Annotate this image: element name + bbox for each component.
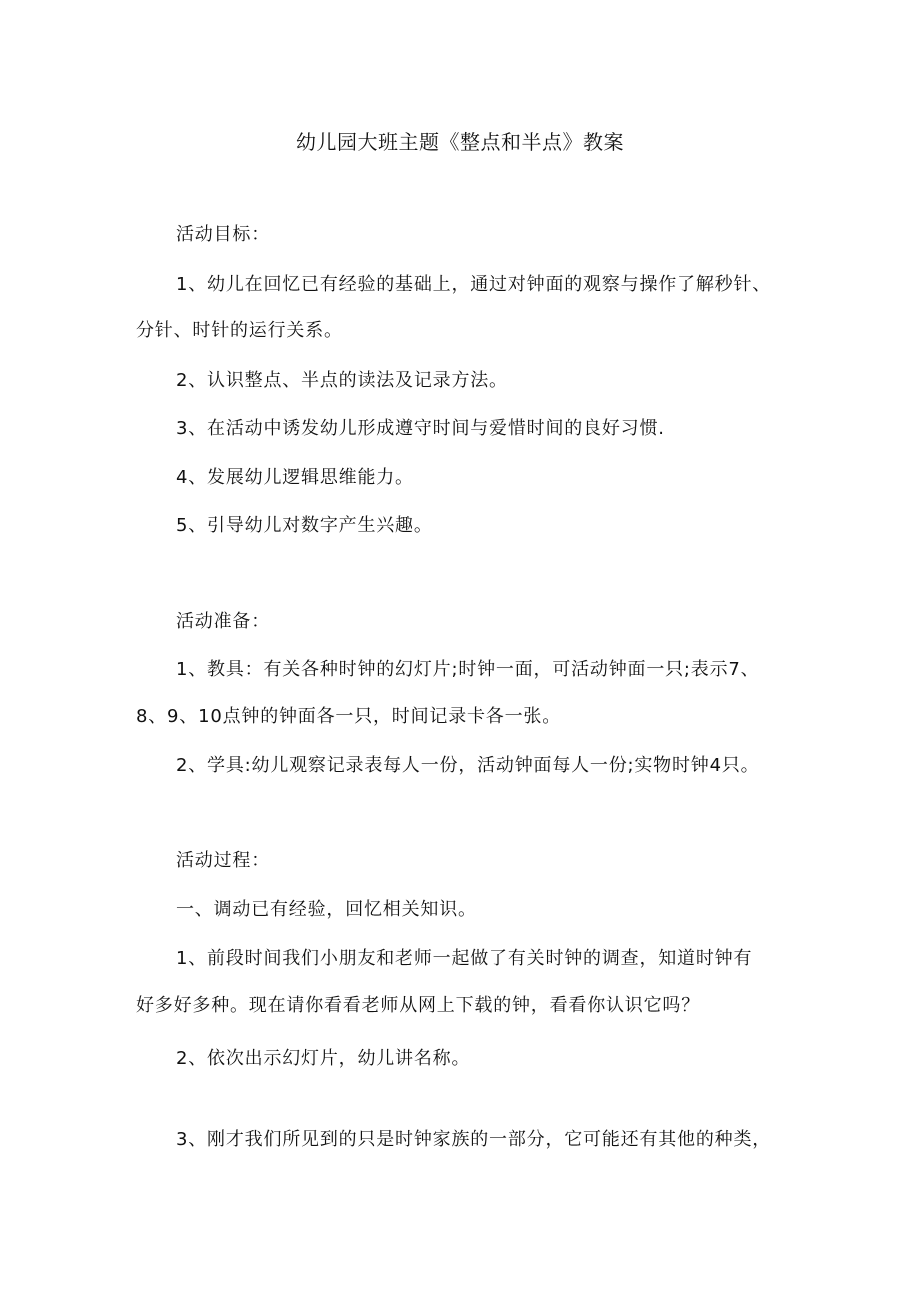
goals-heading: 活动目标： bbox=[176, 224, 270, 245]
process-step-1: 一、调动已有经验，回忆相关知识。 bbox=[176, 899, 477, 920]
prep-heading: 活动准备： bbox=[176, 611, 270, 632]
process-heading: 活动过程： bbox=[176, 850, 270, 871]
goal-item-1-line-1: 1、幼儿在回忆已有经验的基础上，通过对钟面的观察与操作了解秒针、 bbox=[176, 274, 772, 295]
goal-item-5: 5、引导幼儿对数字产生兴趣。 bbox=[176, 515, 433, 536]
process-item-3: 3、刚才我们所见到的只是时钟家族的一部分，它可能还有其他的种类， bbox=[176, 1129, 772, 1150]
goal-item-1-line-2: 分针、时针的运行关系。 bbox=[136, 320, 343, 341]
process-item-2: 2、依次出示幻灯片，幼儿讲名称。 bbox=[176, 1048, 471, 1069]
process-item-1-line-2: 好多好多种。现在请你看看老师从网上下载的钟，看看你认识它吗？ bbox=[136, 995, 700, 1016]
prep-item-2: 2、学具:幼儿观察记录表每人一份，活动钟面每人一份;实物时钟4只。 bbox=[176, 755, 760, 776]
goal-item-4: 4、发展幼儿逻辑思维能力。 bbox=[176, 467, 414, 488]
goal-item-2: 2、认识整点、半点的读法及记录方法。 bbox=[176, 370, 508, 391]
goal-item-3: 3、在活动中诱发幼儿形成遵守时间与爱惜时间的良好习惯. bbox=[176, 418, 665, 439]
prep-item-1-line-1: 1、教具：有关各种时钟的幻灯片;时钟一面，可活动钟面一只;表示7、 bbox=[176, 659, 760, 680]
process-item-1-line-1: 1、前段时间我们小朋友和老师一起做了有关时钟的调查，知道时钟有 bbox=[176, 948, 753, 969]
prep-item-1-line-2: 8、9、10点钟的钟面各一只，时间记录卡各一张。 bbox=[136, 706, 562, 727]
document-title: 幼儿园大班主题《整点和半点》教案 bbox=[296, 130, 624, 154]
